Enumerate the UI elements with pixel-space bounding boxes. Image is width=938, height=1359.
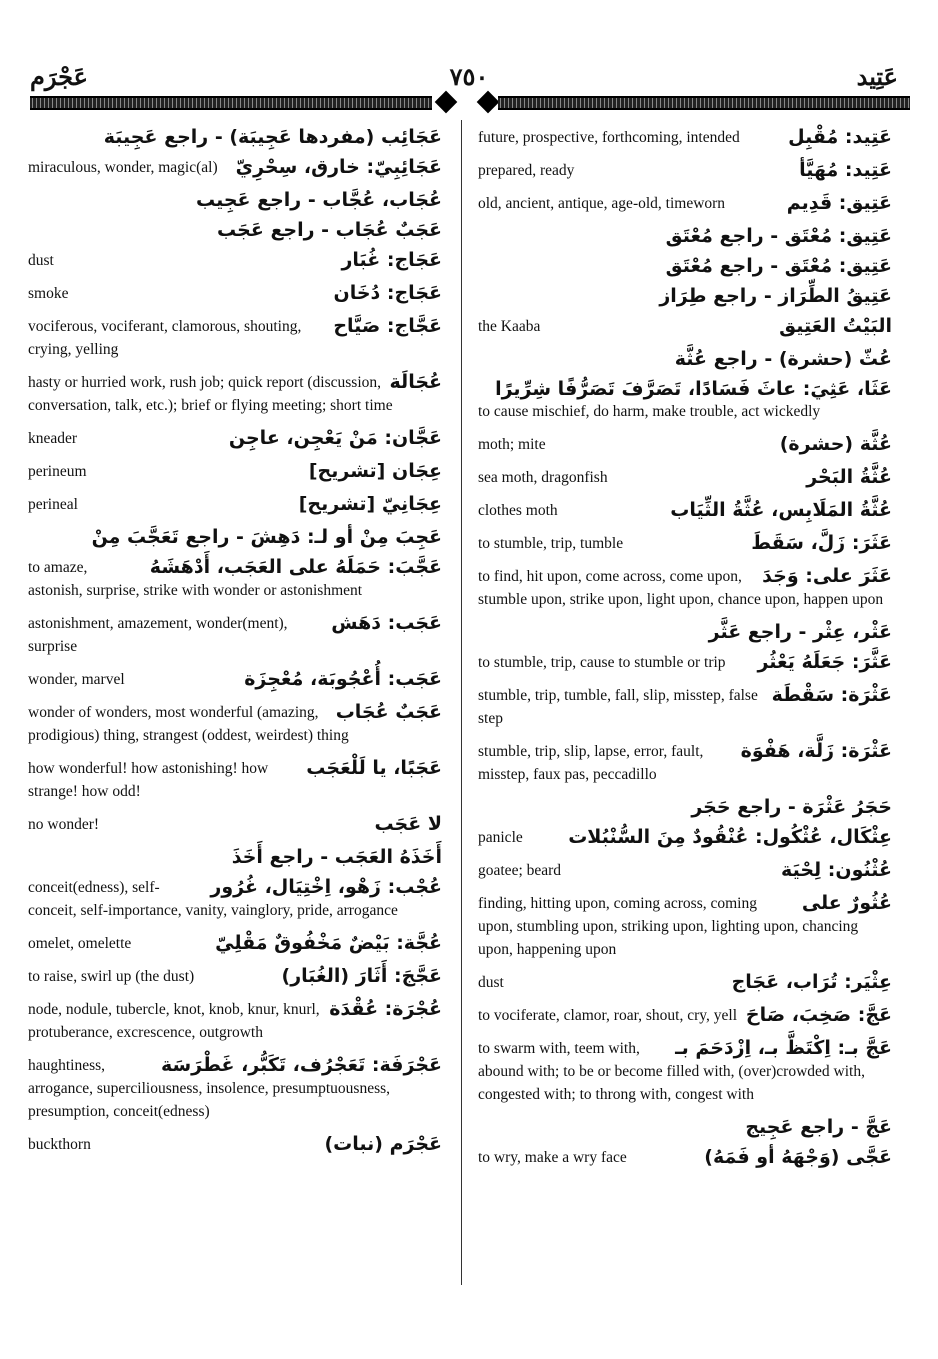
- entry-headword-arabic: عَجْرَم (نبات): [324, 1133, 442, 1155]
- entry-headword-arabic: أَخَذَهُ العَجَب - راجع أَخَذَ: [231, 846, 442, 868]
- dictionary-entry: [478, 225, 892, 247]
- entry-definition-english: stumble, trip, slip, lapse, error, fault, misstep, faux pas, peccadillo: [478, 743, 704, 783]
- dictionary-entry: [28, 556, 442, 602]
- entry-headword-arabic: عَجَّان: مَنْ يَعْجِن، عاجِن: [228, 427, 442, 449]
- dictionary-entry: [478, 621, 892, 643]
- entry-headword-arabic: عَجَاج: دُخَان: [333, 282, 442, 304]
- entry-definition-english: goatee; beard: [478, 862, 562, 879]
- entry-headword-arabic: عَجَبًا، يا لَلْعَجَب: [306, 757, 442, 779]
- entry-headword-arabic: عَجَبٌ عُجَاب - راجع عَجَب: [217, 219, 442, 241]
- entry-headword-arabic: عُثْنُون: لِحْيَة: [781, 859, 892, 881]
- dictionary-entry: [478, 740, 892, 786]
- dictionary-entry: [478, 859, 892, 882]
- entry-headword-arabic: عَجَّى (وَجْهَهُ أو فَمَهُ): [704, 1146, 892, 1168]
- entry-definition-english: smoke: [28, 285, 69, 302]
- dictionary-entry: [478, 192, 892, 215]
- entry-definition-english: wonder, marvel: [28, 671, 125, 688]
- dictionary-entry: [478, 1037, 892, 1106]
- dictionary-entry: [478, 499, 892, 522]
- entry-headword-arabic: عَتِيق: مُعْتَق - راجع مُعْتَق: [665, 255, 892, 277]
- entry-headword-arabic: عَثْر، عِثْر - راجع عَثَّر: [708, 621, 892, 643]
- dictionary-entry: [28, 219, 442, 241]
- dictionary-entry: [478, 532, 892, 555]
- entry-headword-arabic: عَجَاج: غُبَار: [341, 249, 442, 271]
- dictionary-entry: [28, 846, 442, 868]
- entry-headword-arabic: عَجَبٌ عُجَاب: [335, 701, 442, 723]
- dictionary-entry: [478, 565, 892, 611]
- entry-headword-arabic: عُثَّةُ المَلَابِس، عُثَّةُ الثِّيَاب: [670, 499, 892, 521]
- dictionary-entry: [28, 315, 442, 361]
- entry-definition-english: to amaze, astonish, surprise, strike with wonder or astonishment: [28, 559, 363, 599]
- entry-headword-arabic: عَتِيد: مُقْبِل: [788, 126, 892, 148]
- entry-headword-arabic: عَثْرَة: زَلَّة، هَفْوَة: [740, 740, 892, 762]
- dictionary-entry: [478, 433, 892, 456]
- entry-headword-arabic: عِجَان [تشريح]: [308, 460, 442, 482]
- right-column: [478, 126, 892, 1179]
- dictionary-entry: [28, 1054, 442, 1123]
- entry-headword-arabic: عِثْكَال، عُثْكُول: عُنْقُودٌ مِنَ السُّنْبُلات: [568, 826, 892, 848]
- entry-headword-arabic: عَثَا، عَثِيَ: عاثَ فَسَادًا، تَصَرَّفَ تَصَرُّفًا شِرِّيرًا: [495, 378, 892, 400]
- dictionary-entry: [478, 1004, 892, 1027]
- dictionary-entry: [478, 796, 892, 818]
- dictionary-entry: [478, 255, 892, 277]
- entry-headword-arabic: عَجَّ - راجع عَجِيج: [745, 1116, 892, 1138]
- header-guide-word-right: عَتِيد: [856, 62, 898, 91]
- entry-headword-arabic: عُجَاب، عُجَّاب - راجع عَجِيب: [195, 189, 442, 211]
- entry-headword-arabic: عُثَّة (حشرة): [779, 433, 892, 455]
- entry-definition-english: buckthorn: [28, 1136, 91, 1153]
- entry-headword-arabic: عَجَائِبِيّ: خارق، سِحْرِيّ: [235, 156, 442, 178]
- entry-definition-english: omelet, omelette: [28, 935, 132, 952]
- entry-definition-english: how wonderful! how astonishing! how strange! how odd!: [28, 760, 269, 800]
- entry-headword-arabic: عُجَالَة: [389, 371, 442, 393]
- entry-headword-arabic: عُجْرَة: عُقْدَة: [329, 998, 442, 1020]
- entry-headword-arabic: عُجَّة: بَيْضٌ مَخْفُوقٌ مَقْلِيّ: [215, 932, 442, 954]
- entry-definition-english: the Kaaba: [478, 318, 541, 335]
- entry-headword-arabic: عُجْب: زَهْو، اِخْتِيَال، غُرُور: [210, 876, 442, 898]
- dictionary-entry: [478, 826, 892, 849]
- dictionary-entry: [28, 876, 442, 922]
- entry-definition-english: future, prospective, forthcoming, intended: [478, 129, 740, 146]
- dictionary-entry: [28, 371, 442, 417]
- dictionary-entry: [28, 282, 442, 305]
- entry-definition-english: perineum: [28, 463, 87, 480]
- header-diamond-right: [477, 91, 500, 114]
- entry-definition-english: moth; mite: [478, 436, 546, 453]
- entry-definition-english: to wry, make a wry face: [478, 1149, 627, 1166]
- dictionary-entry: [28, 427, 442, 450]
- dictionary-entry: [28, 526, 442, 548]
- dictionary-entry: [478, 285, 892, 307]
- entry-definition-english: to vociferate, clamor, roar, shout, cry, yell: [478, 1007, 737, 1024]
- entry-definition-english: dust: [28, 252, 54, 269]
- dictionary-entry: [28, 156, 442, 179]
- entry-definition-english: conceit(edness), self-conceit, self-importance, vanity, vainglory, pride, arrogance: [28, 879, 398, 919]
- dictionary-entry: [478, 159, 892, 182]
- entry-headword-arabic: عِجَانِيّ [تشريح]: [298, 493, 442, 515]
- entry-headword-arabic: عَثْرَة: سَقْطَة: [771, 684, 892, 706]
- entry-definition-english: perineal: [28, 496, 78, 513]
- entry-definition-english: no wonder!: [28, 816, 100, 833]
- entry-definition-english: stumble, trip, tumble, fall, slip, misstep, false step: [478, 687, 758, 727]
- entry-definition-english: astonishment, amazement, wonder(ment), surprise: [28, 615, 288, 655]
- dictionary-entry: [28, 493, 442, 516]
- entry-headword-arabic: عُثَّةُ البَحْر: [806, 466, 892, 488]
- entry-definition-english: node, nodule, tubercle, knot, knob, knur, knurl, protuberance, excrescence, outgrowth: [28, 1001, 320, 1041]
- header-diamond-left: [435, 91, 458, 114]
- dictionary-entry: [478, 1116, 892, 1138]
- entry-headword-arabic: عِثْيَر: تُرَاب، عَجَاج: [731, 971, 892, 993]
- header-guide-word-left: عَجْرَم: [30, 62, 88, 91]
- entry-definition-english: wonder of wonders, most wonderful (amazing, prodigious) thing, strangest (oddest, weirdest) thing: [28, 704, 349, 744]
- column-divider: [461, 120, 462, 1285]
- header-rule-left: [30, 96, 432, 110]
- entry-headword-arabic: عَجَائِب (مفردها عَجِيبَة) - راجع عَجِيبَة: [103, 126, 442, 148]
- dictionary-entry: [478, 378, 892, 423]
- dictionary-entry: [478, 892, 892, 961]
- entry-headword-arabic: البَيْتُ العَتِيق: [779, 315, 892, 337]
- entry-headword-arabic: عَتِيق: مُعْتَق - راجع مُعْتَق: [665, 225, 892, 247]
- entry-definition-english: haughtiness, arrogance, superciliousness, insolence, presumptuousness, presumption, conceit(edness): [28, 1057, 391, 1120]
- entry-headword-arabic: حَجَرُ عَثْرَة - راجع حَجَر: [691, 796, 892, 818]
- entry-definition-english: panicle: [478, 829, 523, 846]
- entry-headword-arabic: عُثُورٌ على: [801, 892, 892, 914]
- entry-definition-english: dust: [478, 974, 504, 991]
- dictionary-entry: [28, 612, 442, 658]
- page-number: ٧٥٠: [449, 62, 489, 91]
- entry-headword-arabic: عَتِيد: مُهَيَّأ: [799, 159, 892, 181]
- entry-definition-english: hasty or hurried work, rush job; quick report (discussion, conversation, talk, etc.); brief or flying meeting; short time: [28, 374, 393, 414]
- entry-definition-english: to stumble, trip, cause to stumble or trip: [478, 654, 726, 671]
- entry-definition-english: miraculous, wonder, magic(al): [28, 159, 218, 176]
- entry-headword-arabic: عَجَب: دَهَش: [331, 612, 442, 634]
- dictionary-entry: [28, 249, 442, 272]
- entry-definition-english: to stumble, trip, tumble: [478, 535, 624, 552]
- dictionary-entry: [478, 466, 892, 489]
- dictionary-entry: [28, 813, 442, 836]
- dictionary-entry: [28, 701, 442, 747]
- dictionary-entry: [478, 348, 892, 370]
- dictionary-entry: [28, 460, 442, 483]
- dictionary-entry: [28, 932, 442, 955]
- dictionary-entry: [478, 126, 892, 149]
- dictionary-entry: [28, 668, 442, 691]
- entry-definition-english: prepared, ready: [478, 162, 575, 179]
- entry-definition-english: vociferous, vociferant, clamorous, shouting, crying, yelling: [28, 318, 302, 358]
- entry-headword-arabic: عَجِبَ مِنْ أو لـ: دَهِشَ - راجع تَعَجَّبَ مِنْ: [91, 526, 442, 548]
- dictionary-entry: [478, 971, 892, 994]
- entry-headword-arabic: لا عَجَب: [374, 813, 442, 835]
- entry-headword-arabic: عَجَّ: صَخِبَ، صَاحَ: [745, 1004, 892, 1026]
- dictionary-entry: [28, 126, 442, 148]
- dictionary-entry: [28, 757, 442, 803]
- header-rule-right: [498, 96, 910, 110]
- dictionary-entry: [478, 1146, 892, 1169]
- dictionary-entry: [28, 1133, 442, 1156]
- entry-headword-arabic: عَجَّ بـ: اِكْتَظَّ بـ، اِزْدَحَمَ بـ: [675, 1037, 892, 1059]
- entry-definition-english: to find, hit upon, come across, come upon, stumble upon, strike upon, light upon, chance upon, happen upon: [478, 568, 884, 608]
- entry-definition-english: old, ancient, antique, age-old, timeworn: [478, 195, 726, 212]
- entry-headword-arabic: عَثَرَ: زَلَّ، سَقَطَ: [751, 532, 892, 554]
- entry-definition-english: to cause mischief, do harm, make trouble, act wickedly: [478, 403, 821, 420]
- entry-definition-english: kneader: [28, 430, 78, 447]
- dictionary-entry: [478, 651, 892, 674]
- dictionary-entry: [28, 189, 442, 211]
- entry-headword-arabic: عَجَّجَ: أَثَارَ (الغُبَار): [281, 965, 442, 987]
- entry-headword-arabic: عَثَرَ على: وَجَدَ: [762, 565, 892, 587]
- entry-definition-english: sea moth, dragonfish: [478, 469, 608, 486]
- entry-headword-arabic: عَتِيق: قَدِيم: [786, 192, 892, 214]
- entry-headword-arabic: عَجَّاج: صَيَّاح: [333, 315, 442, 337]
- entry-definition-english: clothes moth: [478, 502, 558, 519]
- entry-definition-english: to swarm with, teem with, abound with; to be or become filled with, (over)crowded with, congested with; to throng with, congest with: [478, 1040, 865, 1103]
- entry-headword-arabic: عَثَّرَ: جَعَلَهُ يَعْثُر: [757, 651, 892, 673]
- entry-headword-arabic: عُثّ (حشرة) - راجع عُثَّة: [674, 348, 892, 370]
- left-column: [28, 126, 442, 1166]
- dictionary-entry: [28, 998, 442, 1044]
- entry-headword-arabic: عَجْرَفَة: تَعَجْرُف، تَكَبُّر، غَطْرَسَة: [160, 1054, 442, 1076]
- entry-definition-english: finding, hitting upon, coming across, coming upon, stumbling upon, striking upon, lighting upon, chancing upon, happening upon: [478, 895, 859, 958]
- entry-headword-arabic: عَجَّبَ: حَمَلَهُ على العَجَب، أَدْهَشَهُ: [149, 556, 442, 578]
- dictionary-entry: [478, 684, 892, 730]
- entry-definition-english: to raise, swirl up (the dust): [28, 968, 195, 985]
- entry-headword-arabic: عَتِيقُ الطِّرَاز - راجع طِرَاز: [659, 285, 892, 307]
- dictionary-entry: [478, 315, 892, 338]
- dictionary-entry: [28, 965, 442, 988]
- entry-headword-arabic: عَجَب: أُعْجُوبَة، مُعْجِزَة: [244, 668, 442, 690]
